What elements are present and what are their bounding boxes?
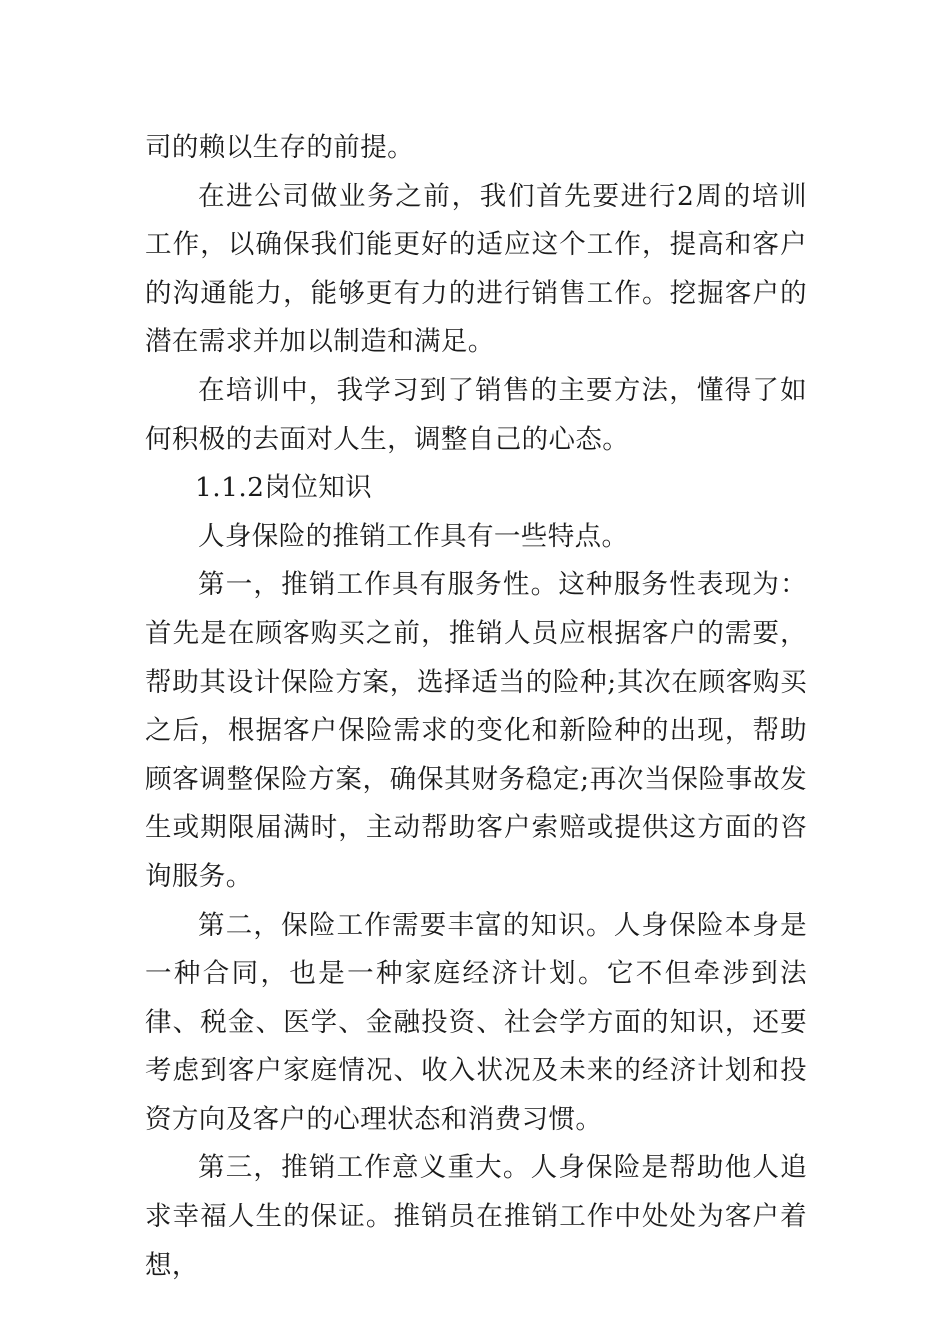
paragraph-feature-two: 第二，保险工作需要丰富的知识。人身保险本身是一种合同，也是一种家庭经济计划。它不但牵涉到法律、税金、医学、金融投资、社会学方面的知识，还要考虑到客户家庭情况、收入状况及未来的经济计划和投资方向及客户的心理状态和消费习惯。 <box>145 909 807 1135</box>
paragraph-features-intro: 人身保险的推销工作具有一些特点。 <box>198 520 629 552</box>
section-heading-job-knowledge: 1.1.2岗位知识 <box>195 472 373 504</box>
paragraph-training-intro: 在进公司做业务之前，我们首先要进行2周的培训工作，以确保我们能更好的适应这个工作，提高和客户的沟通能力，能够更有力的进行销售工作。挖掘客户的潜在需求并加以制造和满足。 <box>145 180 807 358</box>
paragraph-continuation: 司的赖以生存的前提。 <box>145 132 414 163</box>
document-body <box>145 124 807 1290</box>
paragraph-feature-three: 第三，推销工作意义重大。人身保险是帮助他人追求幸福人生的保证。推销员在推销工作中处处为客户着想， <box>145 1152 807 1281</box>
paragraph-training-learned: 在培训中，我学习到了销售的主要方法，懂得了如何积极的去面对人生，调整自己的心态。 <box>145 374 807 455</box>
paragraph-feature-one: 第一，推销工作具有服务性。这种服务性表现为：首先是在顾客购买之前，推销人员应根据客户的需要，帮助其设计保险方案，选择适当的险种;其次在顾客购买之后，根据客户保险需求的变化和新险种的出现，帮助顾客调整保险方案，确保其财务稳定;再次当保险事故发生或期限届满时，主动帮助客户索赔或提供这方面的咨询服务。 <box>145 569 807 892</box>
